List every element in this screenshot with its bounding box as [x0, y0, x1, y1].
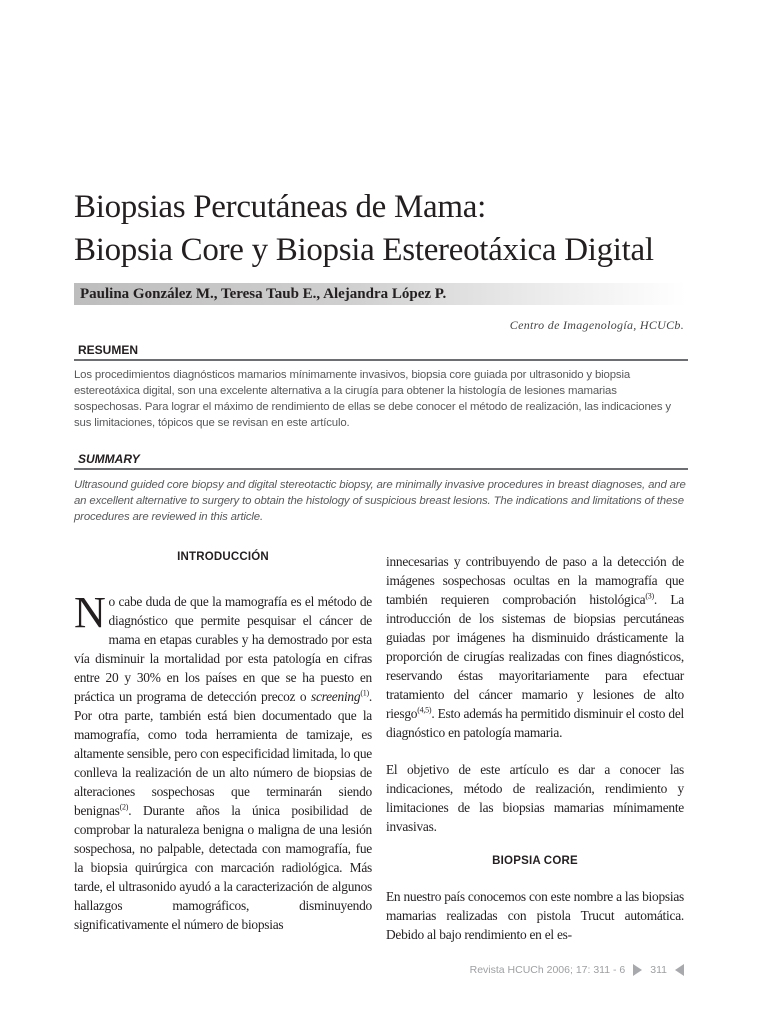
title-line-1: Biopsias Percutáneas de Mama:: [74, 189, 486, 225]
intro-p1-emphasis: screening: [311, 689, 361, 704]
right-column: [386, 552, 684, 944]
intro-heading: INTRODUCCIÓN: [177, 551, 269, 563]
intro-p1-part-a: o cabe duda de que la mamografía es el método de diagnóstico que permite pesquisar el cáncer de mama en etapas curables y ha demostrado por esta vía disminuir la mortalidad por esta patología en cifras entre 20 y 30% en los países en que se ha puesto en práctica un programa de detección precoz o: [74, 594, 372, 704]
biopsia-core-heading: BIOPSIA CORE: [492, 855, 578, 867]
ref-3: (3): [645, 591, 654, 601]
left-column: [74, 548, 372, 934]
intro-p2-part-b: . La introducción de los sistemas de biopsias percutáneas guiadas por imágenes ha disminuido drásticamente la proporción de cirugías realizadas con fines diagnósticos, reservando éstas mayoritariamente para efectuar tratamiento del cáncer mamario y lesiones de alto riesgo: [386, 592, 684, 721]
resumen-text: Los procedimientos diagnósticos mamarios mínimamente invasivos, biopsia core guiada por ultrasonido y biopsia estereotáxica digital, son una excelente alternativa a la cirugía para obtener la histología de lesiones mamarias sospechosas. Para lograr el máximo de rendimiento de ellas se debe conocer el método de realización, las indicaciones y sus limitaciones, tópicos que se revisan en este artículo.: [74, 369, 671, 429]
intro-paragraph-3: El objetivo de este artículo es dar a conocer las indicaciones, método de realización, rendimiento y limitaciones de las biopsias mamarias mínimamente invasivas.: [386, 762, 684, 834]
ref-2: (2): [119, 802, 129, 812]
title-line-2: Biopsia Core y Biopsia Estereotáxica Digital: [74, 232, 654, 268]
intro-p2-part-c: . Esto además ha permitido disminuir el costo del diagnóstico en patología mamaria.: [386, 706, 684, 740]
triangle-left-icon: [675, 964, 684, 976]
drop-cap: N: [74, 588, 106, 637]
intro-p1-part-c: . Durante años la única posibilidad de comprobar la naturaleza benigna o maligna de una lesión sospechosa, no palpable, detectada con mamografía, fue la biopsia quirúrgica con marcación radiológica. Más tarde, el ultrasonido ayudó a la caracterización de algunos hallazgos mamográficos, disminuyendo significativamente el número de biopsias: [74, 803, 372, 932]
intro-paragraph-2: [386, 552, 684, 742]
journal-citation: Revista HCUCh 2006; 17: 311 - 6: [469, 964, 626, 976]
page-number: 311: [650, 964, 667, 976]
page-footer: [470, 964, 684, 976]
intro-p2-part-a: innecesarias y contribuyendo de paso a la detección de imágenes sospechosas ocultas en la mamografía que también requieren comprobación histológica: [386, 554, 684, 607]
summary-heading: SUMMARY: [74, 452, 688, 470]
ref-1: (1): [360, 688, 369, 698]
resumen-heading: RESUMEN: [74, 343, 688, 361]
summary-text: Ultrasound guided core biopsy and digital stereotactic biopsy, are minimally invasive procedures in breast diagnoses, and are an excellent alternative to surgery to obtain the histology of suspicious breast lesions. The indications and limitations of these procedures are reviewed in this article.: [74, 479, 686, 523]
authors: Paulina González M., Teresa Taub E., Alejandra López P.: [80, 286, 447, 302]
article-title: [74, 186, 714, 272]
triangle-right-icon: [633, 964, 642, 976]
intro-p1-part-b: . Por otra parte, también está bien documentado que la mamografía, como toda herramienta de tamizaje, es altamente sensible, pero con especificidad limitada, lo que conlleva la realización de un alto número de biopsias de alteraciones sospechosas que terminarán siendo benignas: [74, 689, 372, 818]
intro-paragraph-1: [74, 588, 372, 934]
biopsia-core-paragraph-1: En nuestro país conocemos con este nombre a las biopsias mamarias realizadas con pistola Trucut automática. Debido al bajo rendimiento en el es-: [386, 889, 684, 942]
ref-4-5: (4,5): [417, 705, 432, 715]
affiliation: Centro de Imagenología, HCUCb.: [509, 318, 684, 332]
